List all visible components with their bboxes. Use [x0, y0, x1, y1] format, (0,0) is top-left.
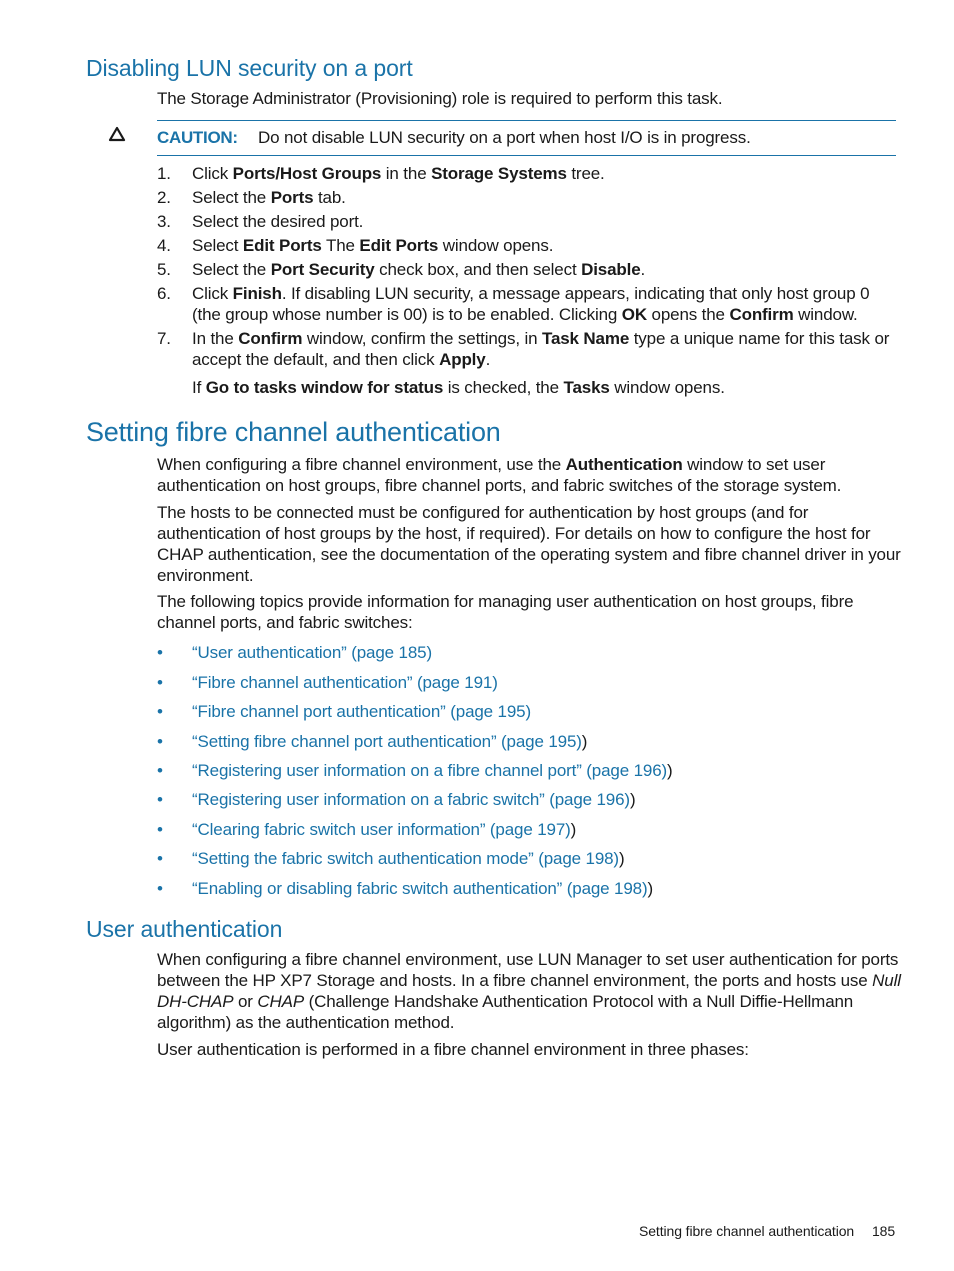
- step-text: Click Ports/Host Groups in the Storage Systems tree.: [192, 164, 605, 183]
- page-number: 185: [872, 1223, 896, 1239]
- step-number: 6.: [157, 284, 171, 303]
- step-number: 4.: [157, 236, 171, 255]
- paragraph-three-phases: User authentication is performed in a fibre channel environment in three phases:: [157, 1040, 749, 1059]
- link-fibre-channel-authentication[interactable]: “Fibre channel authentication” (page 191): [192, 673, 498, 692]
- bullet-icon: •: [157, 643, 163, 662]
- step-7-note: If Go to tasks window for status is checked, the Tasks window opens.: [192, 378, 725, 397]
- step-number: 3.: [157, 212, 171, 231]
- step-number: 1.: [157, 164, 171, 183]
- step-text: In the Confirm window, confirm the settings, in Task Name type a unique name for this task or accept the default, and then click Apply.: [192, 329, 890, 369]
- bullet-icon: •: [157, 849, 163, 868]
- link-setting-switch-auth-mode[interactable]: “Setting the fabric switch authentication mode” (page 198): [192, 849, 619, 868]
- bullet-icon: •: [157, 761, 163, 780]
- step-text: Select the Port Security check box, and then select Disable.: [192, 260, 646, 279]
- step-text: Select the Ports tab.: [192, 188, 346, 207]
- caution-box: [157, 120, 896, 156]
- caution-text: Do not disable LUN security on a port when host I/O is in progress.: [258, 128, 751, 147]
- link-fibre-channel-port-authentication[interactable]: “Fibre channel port authentication” (page 195): [192, 702, 531, 721]
- paragraph-user-auth-method: When configuring a fibre channel environment, use LUN Manager to set user authentication for ports between the HP XP7 Storage and hosts. In a fibre channel environment, the ports and hosts use Null DH-CHAP or CHAP (Challenge Handshake Authentication Protocol with a Null Diffie-Hellmann algorithm) as the authentication method.: [157, 950, 901, 1032]
- bullet-icon: •: [157, 732, 163, 751]
- link-user-authentication[interactable]: “User authentication” (page 185): [192, 643, 432, 662]
- step-text: Select Edit Ports The Edit Ports window opens.: [192, 236, 554, 255]
- caution-triangle-icon: [108, 126, 126, 142]
- bullet-icon: •: [157, 820, 163, 839]
- link-clearing-switch-user-info[interactable]: “Clearing fabric switch user information” (page 197): [192, 820, 571, 839]
- section-heading-disabling-lun-security: Disabling LUN security on a port: [86, 55, 413, 81]
- step-text: Select the desired port.: [192, 212, 364, 231]
- section-heading-fibre-channel-authentication: Setting fibre channel authentication: [86, 417, 501, 447]
- bullet-icon: •: [157, 673, 163, 692]
- bullet-icon: •: [157, 879, 163, 898]
- paragraph-host-configuration: The hosts to be connected must be configured for authentication by host groups (and for authentication of host groups by the host, if required). For details on how to configure the host for CHAP authentication, see the documentation of the operating system and fibre channel driver in your environment.: [157, 503, 901, 585]
- step-number: 7.: [157, 329, 171, 348]
- intro-paragraph: The Storage Administrator (Provisioning) role is required to perform this task.: [157, 89, 723, 108]
- step-number: 5.: [157, 260, 171, 279]
- bullet-icon: •: [157, 790, 163, 809]
- section-heading-user-authentication: User authentication: [86, 916, 283, 942]
- paragraph-topics-intro: The following topics provide information for managing user authentication on host groups, fibre channel ports, and fabric switches:: [157, 592, 854, 632]
- bullet-icon: •: [157, 702, 163, 721]
- footer-title: Setting fibre channel authentication: [639, 1223, 855, 1239]
- step-text: Click Finish. If disabling LUN security, a message appears, indicating that only host group 0 (the group whose number is 00) is to be enabled. Clicking OK opens the Confirm window.: [192, 284, 870, 324]
- link-registering-user-info-switch[interactable]: “Registering user information on a fabric switch” (page 196): [192, 790, 630, 809]
- link-enabling-disabling-switch-auth[interactable]: “Enabling or disabling fabric switch authentication” (page 198): [192, 879, 648, 898]
- caution-label: CAUTION:: [157, 128, 238, 147]
- link-registering-user-info-port[interactable]: “Registering user information on a fibre channel port” (page 196): [192, 761, 668, 780]
- step-number: 2.: [157, 188, 171, 207]
- paragraph-authentication-window: When configuring a fibre channel environment, use the Authentication window to set user authentication on host groups, fibre channel ports, and fabric switches of the storage system.: [157, 455, 842, 495]
- link-setting-fibre-channel-port-authentication[interactable]: “Setting fibre channel port authentication” (page 195): [192, 732, 582, 751]
